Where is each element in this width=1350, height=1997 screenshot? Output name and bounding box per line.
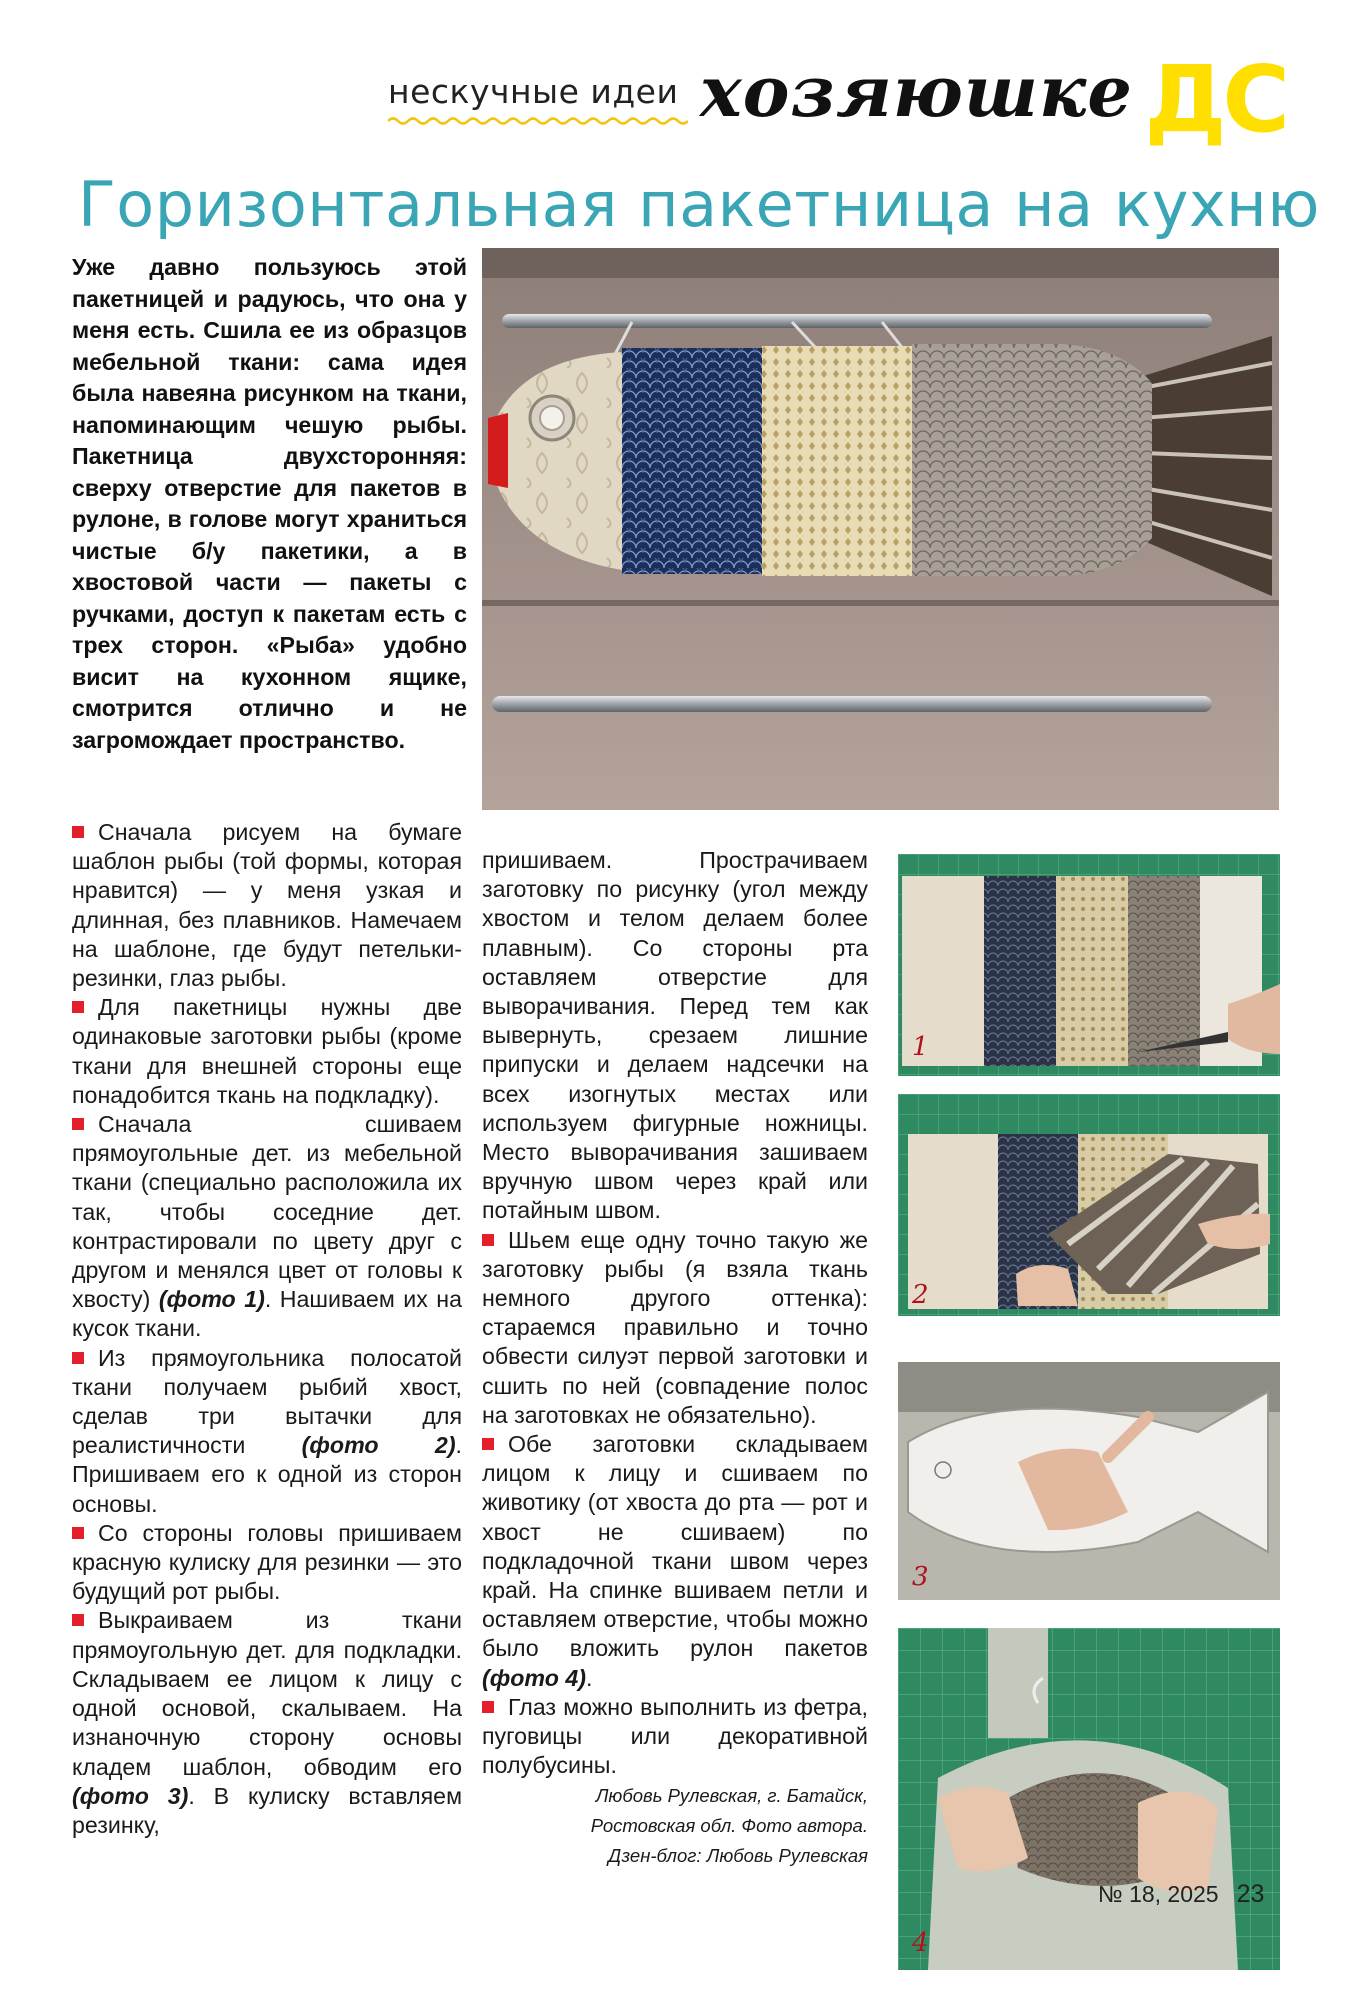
template-tracing-illustration [898,1362,1280,1600]
tail-darts-illustration [898,1094,1280,1316]
photo-ref: (фото 4) [482,1664,586,1691]
hero-photo [482,248,1279,810]
step-photo-4 [898,1628,1280,1970]
bullet-marker [482,1701,494,1713]
paragraph: Выкраиваем из ткани прямоугольную дет. для подкладки. Складываем ее лицом к лицу с одной основой, скалываем. На изнаночную сторону основы кладем шаблон, обводим его (фото 3). В кулиску вставляем резинку, [72,1607,463,1838]
issue-number: № 18, 2025 [1098,1881,1219,1907]
author-credit: Любовь Рулевская, г. Батайск, Ростовская обл. Фото автора. Дзен-блог: Любовь Рулевская [590,1784,868,1866]
fabric-strips-illustration [898,854,1280,1076]
paragraph: Со стороны головы пришиваем красную кулиску для резинки — это будущий рот рыбы. [72,1519,462,1605]
sewing-opening-illustration [898,1628,1280,1970]
photo-number: 2 [912,1280,929,1310]
step-photo-3 [898,1362,1280,1600]
paragraph: Из прямоугольника полосатой ткани получаем рыбий хвост, сделав три вытачки для реалистичности (фото 2). Пришиваем его к одной из сторон основы. [72,1344,462,1517]
bullet-marker [72,1118,84,1130]
bullet-marker [72,826,84,838]
page-footer [1098,1880,1264,1909]
fish-bag-illustration [482,248,1279,810]
photo-number: 3 [912,1562,929,1592]
body-column-left [72,818,462,1840]
article-title: Горизонтальная пакетница на кухню [78,168,1320,241]
rubric-label: нескучные идеи [388,72,679,111]
photo-ref: (фото 1) [158,1286,265,1313]
paragraph: Глаз можно выполнить из фетра, пуговицы или декоративной полубусины. [482,1693,868,1779]
paragraph: Обе заготовки складываем лицом к лицу и сшиваем по животику (от хвоста до рта — рот и хвост не сшиваем) по подкладочной ткани швом через край. На спинке вшиваем петли и оставляем отверстие, чтобы можно было вложить рулон пакетов (фото 4). [482,1431,868,1691]
photo-number: 1 [912,1032,929,1062]
bullet-marker [72,1352,84,1364]
bullet-marker [482,1438,494,1450]
page-header [380,46,1286,153]
paragraph: Сначала рисуем на бумаге шаблон рыбы (той формы, которая нравится) — у меня узкая и длинная, без плавников. Намечаем на шаблоне, где будут петельки-резинки, глаз рыбы. [72,819,462,992]
section-title: хозяюшке [700,50,1133,133]
step-photo-1 [898,854,1280,1076]
photo-number: 4 [912,1928,929,1958]
paragraph: Шьем еще одну точно такую же заготовку рыбы (я взяла ткань немного другого оттенка): стараемся правильно и точно обвести силуэт первой заготовки и сшить по ней (совпадение полос на заготовках не обязательно). [482,1226,868,1428]
magazine-logo: ДС [1144,46,1286,153]
step-photo-2 [898,1094,1280,1316]
bullet-marker [482,1234,494,1246]
paragraph: Для пакетницы нужны две одинаковые заготовки рыбы (кроме ткани для внешней стороны еще понадобится ткань на подкладку). [72,994,462,1108]
bullet-marker [72,1614,84,1626]
paragraph: Сначала сшиваем прямоугольные дет. из мебельной ткани (специально расположила их так, чтобы соседние дет. контрастировали по цвету друг с другом и менялся цвет от головы к хвосту) (фото 1). Нашиваем их на кусок ткани. [72,1111,463,1342]
article-intro: Уже давно пользуюсь этой пакетницей и радуюсь, что она у меня есть. Сшила ее из образцов мебельной ткани: сама идея была навеяна рисунком на ткани, напоминающим чешую рыбы. Пакетница двухсторонняя: сверху отверстие для пакетов в рулоне, в голове могут храниться чистые б/у пакетики, а в хвостовой части — пакеты с ручками, доступ к пакетам есть с трех сторон. «Рыба» удобно висит на кухонном ящике, смотрится отлично и не загромождает пространство. [72,254,467,753]
body-column-right [482,846,868,1871]
photo-ref: (фото 3) [72,1782,189,1809]
rubric-wave-underline [388,116,688,126]
photo-ref: (фото 2) [301,1432,456,1459]
bullet-marker [72,1527,84,1539]
paragraph: пришиваем. Прострачиваем заготовку по рисунку (угол между хвостом и телом делаем более плавным). Со стороны рта оставляем отверстие для выворачивания. Перед тем как вывернуть, срезаем лишние припуски и делаем надсечки на всех изогнутых местах или используем фигурные ножницы. Место выворачивания зашиваем вручную швом через край или потайным швом. [482,847,868,1224]
bullet-marker [72,1001,84,1013]
page-number: 23 [1236,1880,1265,1908]
